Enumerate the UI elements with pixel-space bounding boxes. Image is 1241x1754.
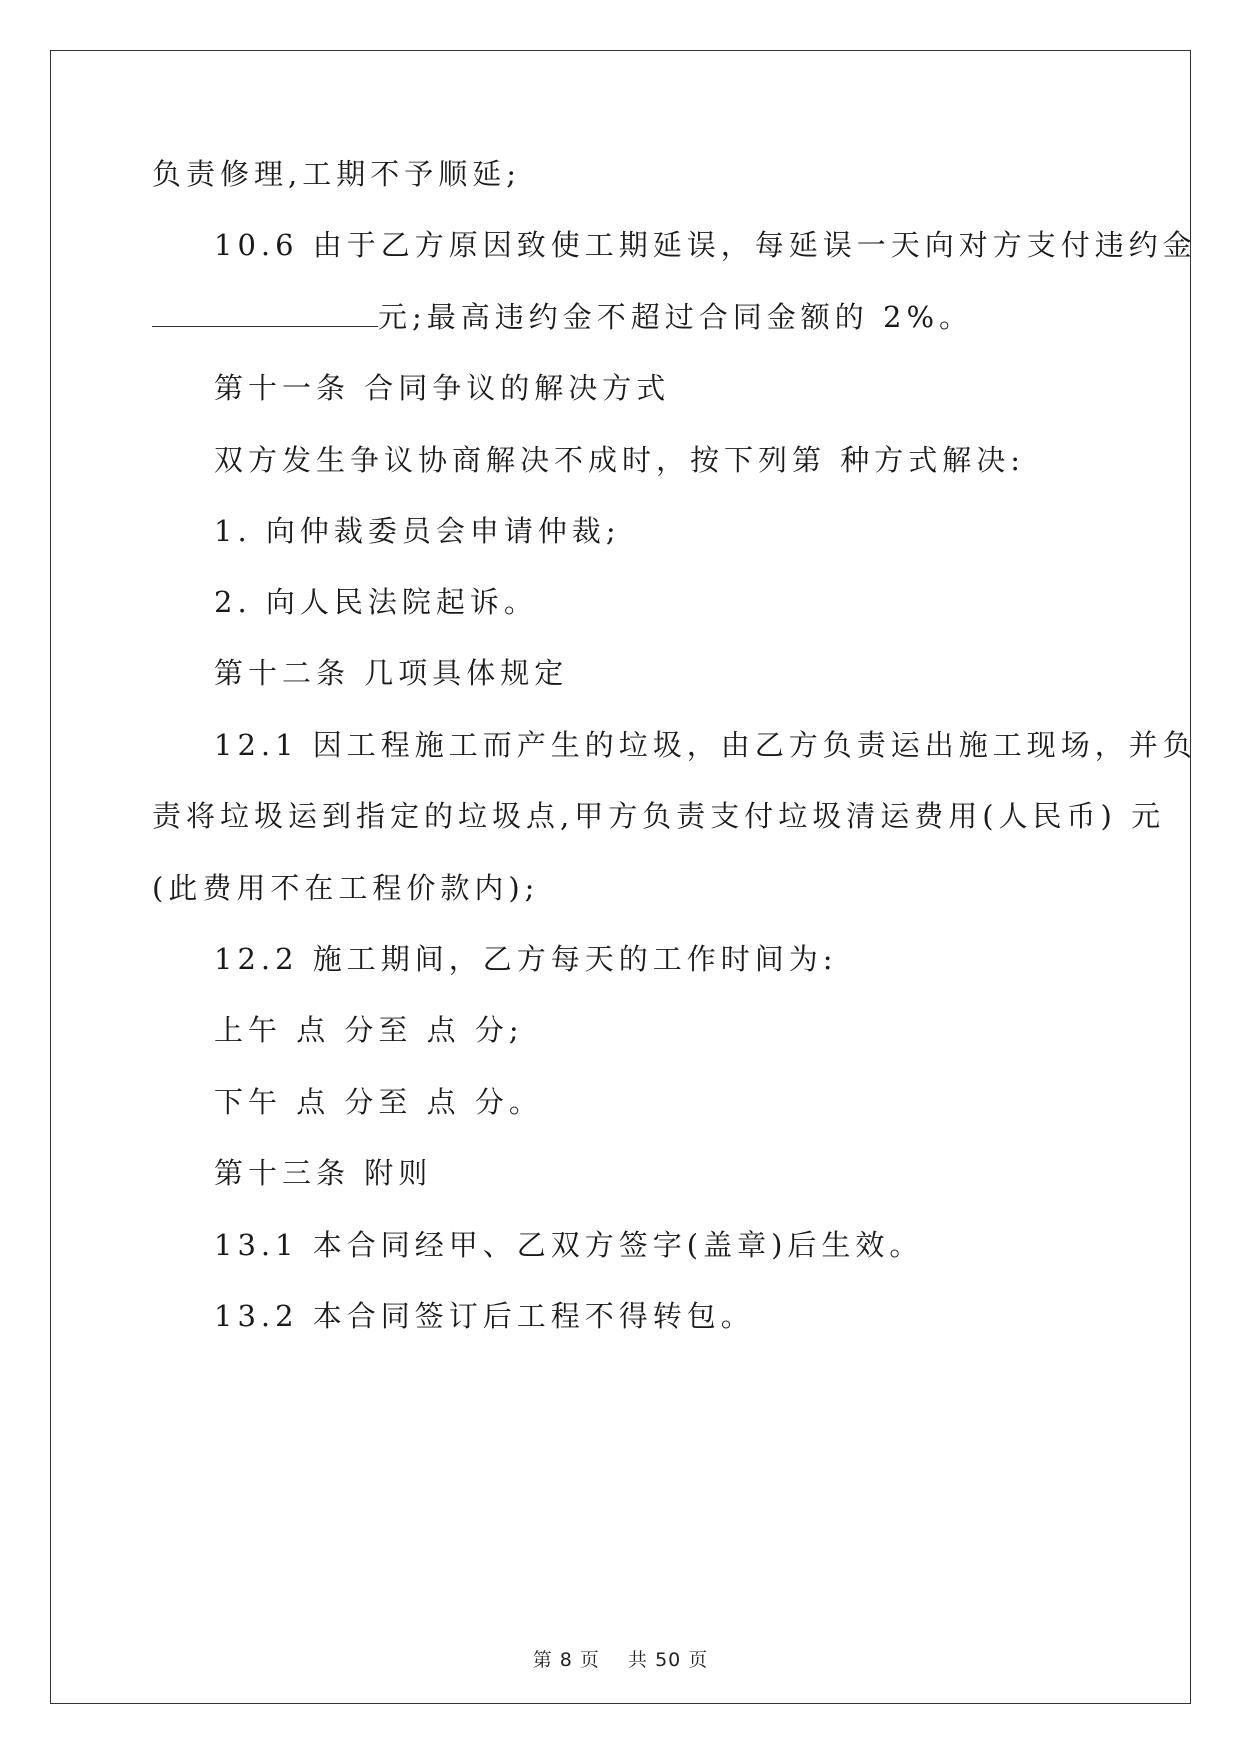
text-line: 元;最高违约金不超过合同金额的 2%。 <box>378 300 973 334</box>
text-line: 12.2 施工期间，乙方每天的工作时间为: <box>214 942 838 976</box>
text-line: 13.2 本合同签订后工程不得转包。 <box>214 1299 755 1333</box>
section-heading: 第十一条 合同争议的解决方式 <box>214 371 671 405</box>
fill-in-blank <box>152 300 378 327</box>
text-line-with-blank <box>152 297 973 337</box>
text-line: 12.1 因工程施工而产生的垃圾，由乙方负责运出施工现场，并负 <box>214 728 1197 762</box>
page-number: 第 8 页 共 50 页 <box>532 1649 709 1671</box>
section-heading: 第十二条 几项具体规定 <box>214 656 569 690</box>
text-line: 下午 点 分至 点 分。 <box>214 1085 543 1119</box>
text-line: 1. 向仲裁委员会申请仲裁; <box>214 514 621 548</box>
text-line: 双方发生争议协商解决不成时，按下列第 种方式解决: <box>214 443 1025 477</box>
section-heading: 第十三条 附则 <box>214 1156 433 1190</box>
text-line: 10.6 由于乙方原因致使工期延误，每延误一天向对方支付违约金 <box>214 228 1197 262</box>
text-line: 上午 点 分至 点 分; <box>214 1013 524 1047</box>
text-line: (此费用不在工程价款内); <box>152 871 540 905</box>
page-footer <box>0 1645 1241 1672</box>
text-line: 责将垃圾运到指定的垃圾点,甲方负责支付垃圾清运费用(人民币) 元 <box>152 799 1166 833</box>
text-line: 2. 向人民法院起诉。 <box>214 585 538 619</box>
text-line: 负责修理,工期不予顺延; <box>152 157 521 191</box>
text-line: 13.1 本合同经甲、乙双方签字(盖章)后生效。 <box>214 1228 924 1262</box>
